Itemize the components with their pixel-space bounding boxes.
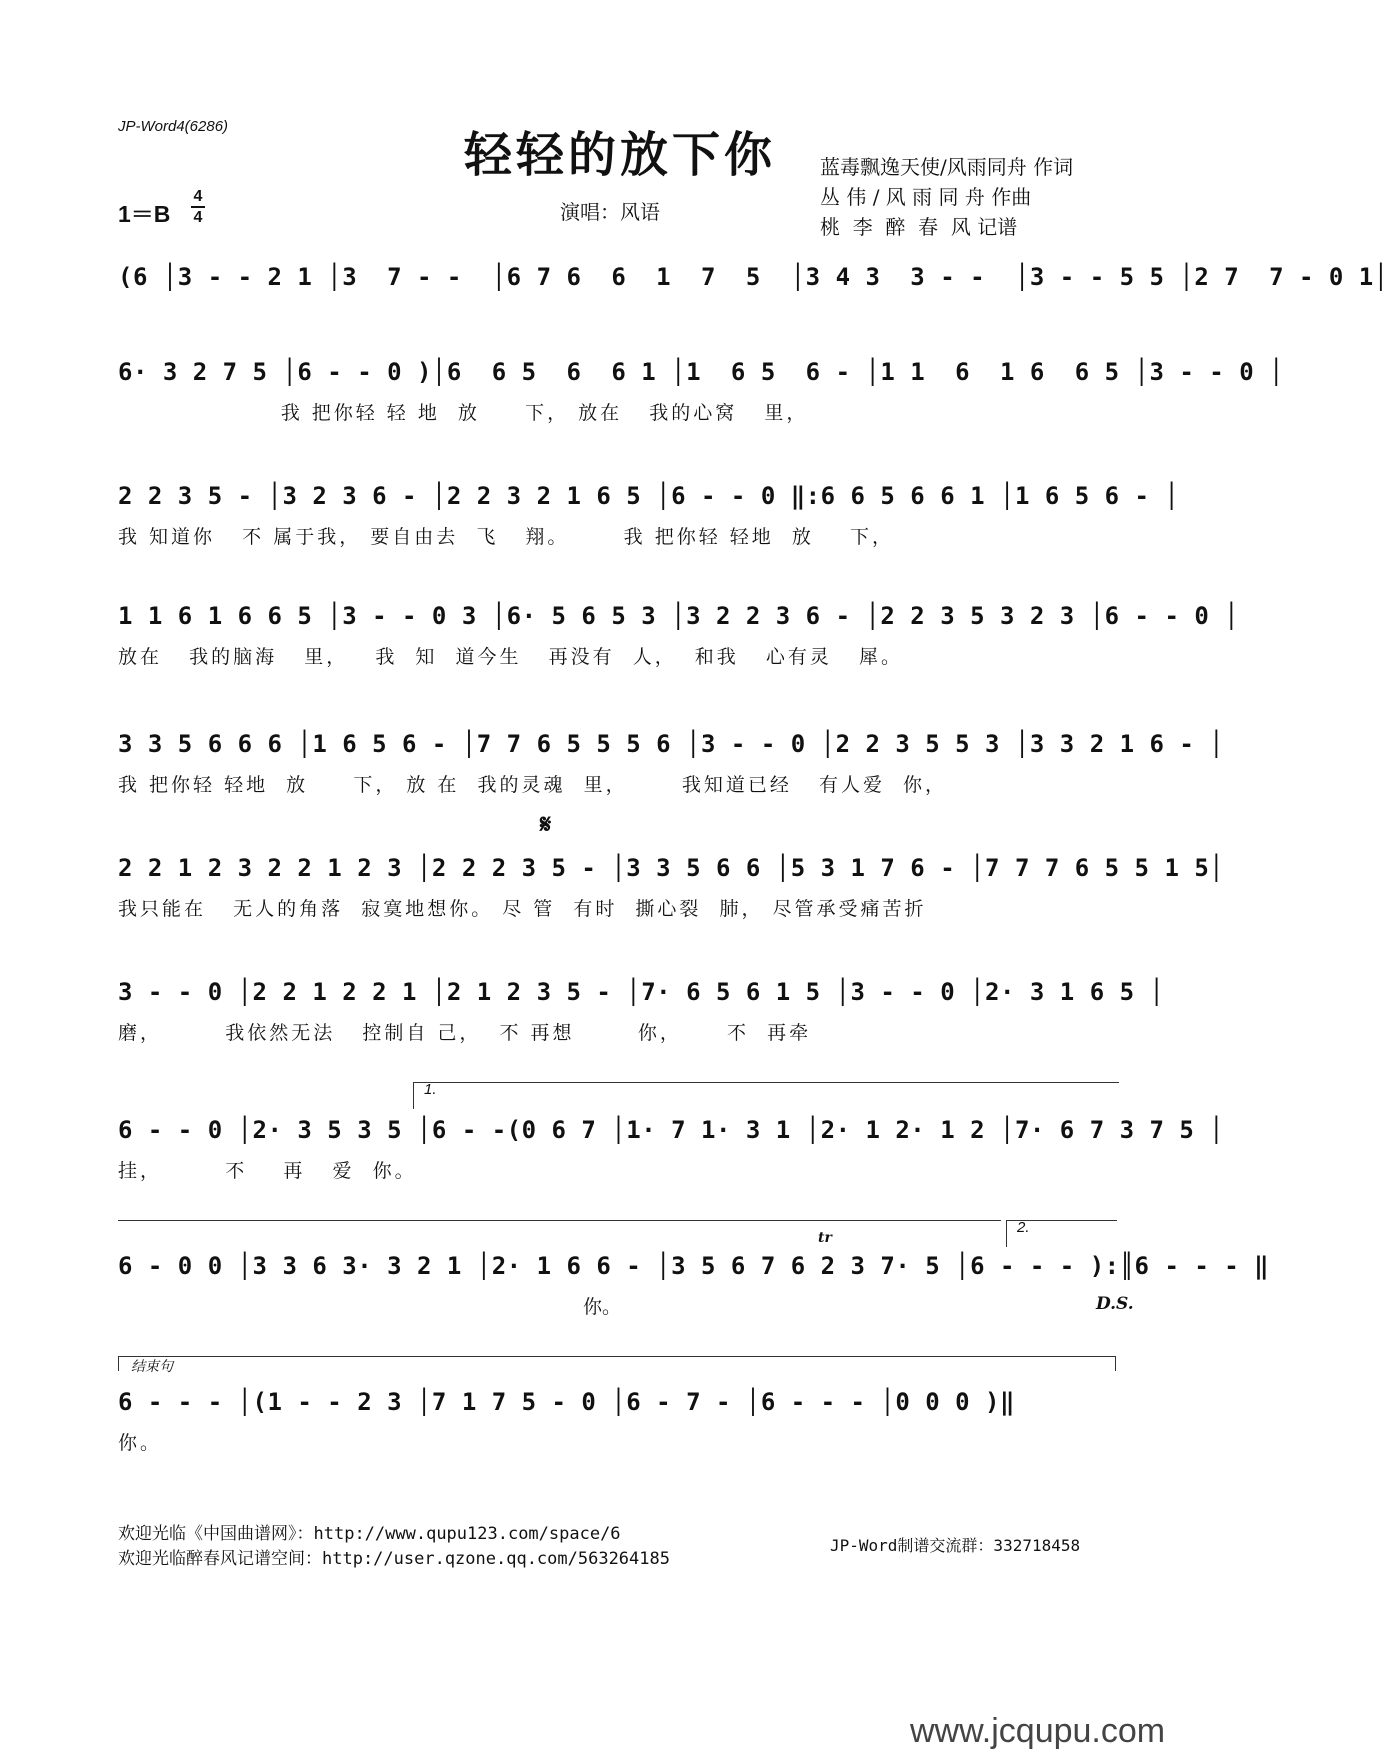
footer-link-qupu: 欢迎光临《中国曲谱网》：http://www.qupu123.com/space/6 xyxy=(118,1524,621,1544)
site-watermark: www.jcqupu.com xyxy=(910,1712,1166,1750)
credits xyxy=(820,152,1073,242)
lyrics-line: 我 把你轻 轻地 放 下， 放 在 我的灵魂 里， 我知道已经 有人爱 你， xyxy=(118,774,948,796)
time-numerator: 4 xyxy=(193,188,203,205)
song-title: 轻轻的放下你 xyxy=(463,127,776,183)
footer-links xyxy=(118,1522,670,1572)
volta-1-label: 1. xyxy=(424,1081,437,1098)
time-signature xyxy=(191,188,205,226)
notes-line: (6 │3 - - 2 1 │3 7 - - │6 7 6 6 1 7 5 │3 4 3 3 - - │3 - - 5 5 │2 7 7 - 0 1│ xyxy=(118,263,1389,291)
volta-2-label: 2. xyxy=(1017,1219,1030,1236)
software-label: JP-Word4(6286) xyxy=(118,118,229,135)
key-signature: 1＝B xyxy=(118,201,171,227)
segno-sign: 𝄋 xyxy=(540,810,552,840)
notes-line: 6 - - - │(1 - - 2 3 │7 1 7 5 - 0 │6 - 7 - │6 - - - │0 0 0 )‖ xyxy=(118,1388,1015,1416)
notes-line: 2 2 1 2 3 2 2 1 2 3 │2 2 2 3 5 - │3 3 5 6 6 │5 3 1 7 6 - │7 7 7 6 5 5 1 5│ xyxy=(118,854,1225,882)
volta-1-continuation xyxy=(118,1220,1001,1247)
lyrics-line: 你。 xyxy=(118,1296,622,1318)
time-denominator: 4 xyxy=(193,209,203,226)
notes-line: 3 - - 0 │2 2 1 2 2 1 │2 1 2 3 5 - │7· 6 5 6 1 5 │3 - - 0 │2· 3 1 6 5 │ xyxy=(118,978,1165,1006)
ds-mark: D.S. xyxy=(1096,1294,1134,1314)
footer-link-qzone: 欢迎光临醉春风记谱空间：http://user.qzone.qq.com/563264185 xyxy=(118,1549,670,1569)
lyrics-line: 挂， 不 再 爱 你。 xyxy=(118,1160,417,1182)
coda-bracket xyxy=(118,1356,1116,1374)
credit-transcriber: 桃 李 醉 春 风 记谱 xyxy=(820,215,1018,239)
credit-composer: 丛 伟 / 风 雨 同 舟 作曲 xyxy=(820,185,1032,209)
volta-1-bracket xyxy=(413,1082,1119,1109)
credit-lyricist: 蓝毒飘逸天使/风雨同舟 作词 xyxy=(820,155,1074,179)
coda-label: 结束句 xyxy=(131,1358,173,1374)
notes-line: 6 - 0 0 │3 3 6 3· 3 2 1 │2· 1 6 6 - │3 5 6 7 6 2 3 7· 5 │6 - - - ):║6 - - - ‖ xyxy=(118,1252,1270,1280)
lyrics-line: 我 知道你 不 属于我， 要自由去 飞 翔。 我 把你轻 轻地 放 下， xyxy=(118,526,894,548)
trill-mark: tr xyxy=(818,1230,832,1246)
volta-2-bracket xyxy=(1006,1220,1117,1247)
singer-credit: 演唱：风语 xyxy=(560,200,660,224)
lyrics-line: 磨， 我依然无法 控制自 己， 不 再想 你， 不 再牵 xyxy=(118,1022,812,1044)
time-divider xyxy=(191,206,205,208)
notes-line: 3 3 5 6 6 6 │1 6 5 6 - │7 7 6 5 5 5 6 │3 - - 0 │2 2 3 5 5 3 │3 3 2 1 6 - │ xyxy=(118,730,1225,758)
notes-line: 1 1 6 1 6 6 5 │3 - - 0 3 │6· 5 6 5 3 │3 2 2 3 6 - │2 2 3 5 3 2 3 │6 - - 0 │ xyxy=(118,602,1240,630)
lyrics-line: 放在 我的脑海 里， 我 知 道今生 再没有 人， 和我 心有灵 犀。 xyxy=(118,646,904,668)
notes-line: 6 - - 0 │2· 3 5 3 5 │6 - -(0 6 7 │1· 7 1· 3 1 │2· 1 2· 1 2 │7· 6 7 3 7 5 │ xyxy=(118,1116,1225,1144)
notes-line: 2 2 3 5 - │3 2 3 6 - │2 2 3 2 1 6 5 │6 - - 0 ‖:6 6 5 6 6 1 │1 6 5 6 - │ xyxy=(118,482,1180,510)
notes-line: 6· 3 2 7 5 │6 - - 0 )│6 6 5 6 6 1 │1 6 5 6 - │1 1 6 1 6 6 5 │3 - - 0 │ xyxy=(118,358,1285,386)
footer-group-info: JP-Word制谱交流群：332718458 xyxy=(830,1536,1081,1555)
lyrics-line: 我只能在 无人的角落 寂寞地想你。 尽 管 有时 撕心裂 肺， 尽管承受痛苦折 xyxy=(118,898,927,920)
lyrics-line: 我 把你轻 轻 地 放 下， 放在 我的心窝 里， xyxy=(118,402,809,424)
lyrics-line: 你。 xyxy=(118,1432,163,1454)
